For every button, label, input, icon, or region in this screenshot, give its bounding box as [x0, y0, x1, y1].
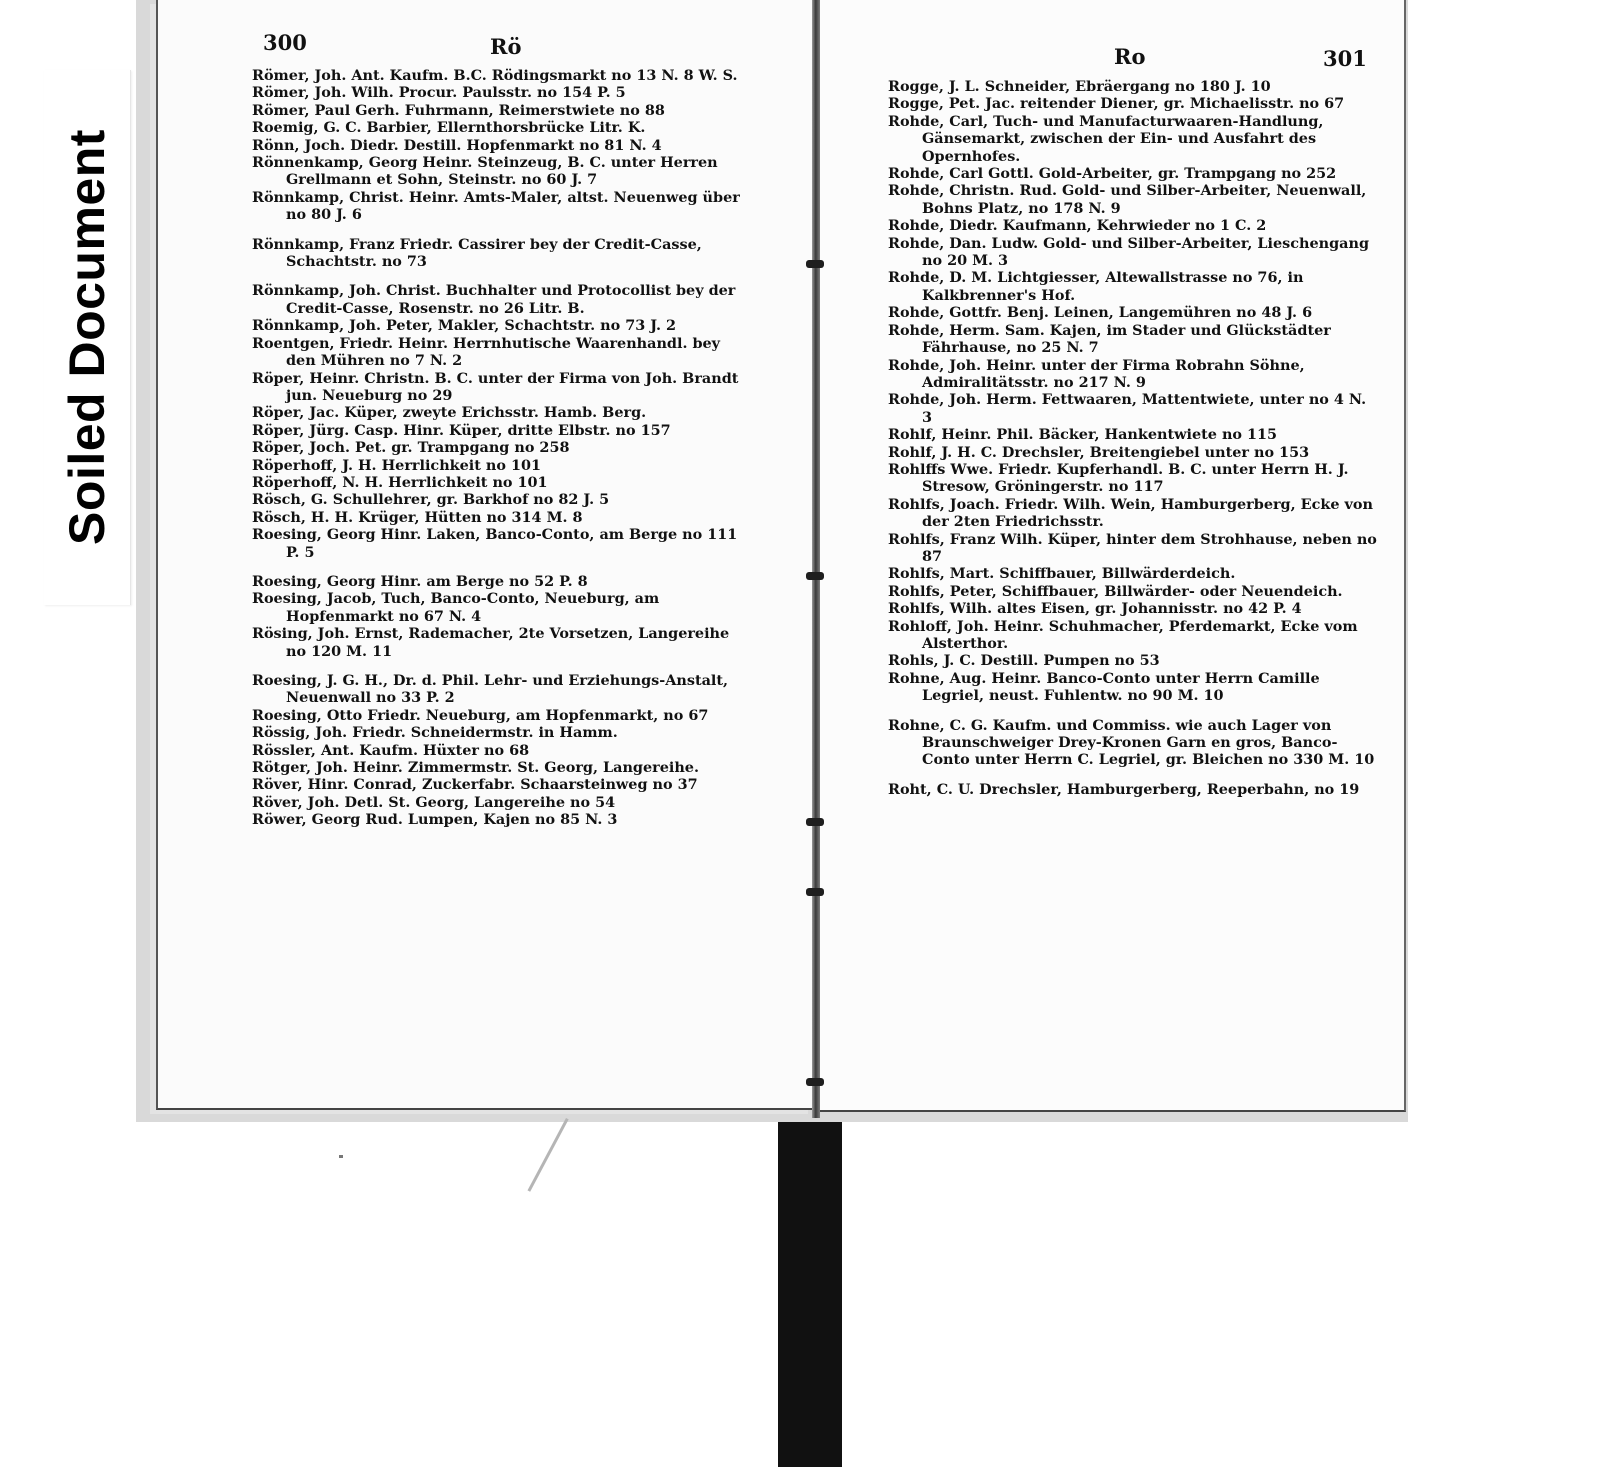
directory-entry: Rohne, Aug. Heinr. Banco-Conto unter Herrn Camille Legriel, neust. Fuhlentw. no 90 M. 10	[888, 669, 1320, 705]
directory-entry: Rohde, D. M. Lichtgiesser, Altewallstrasse no 76, in Kalkbrenner's Hof.	[888, 269, 1304, 304]
directory-entry: Rössler, Ant. Kaufm. Hüxter no 68	[252, 741, 530, 759]
right-page-number: 301	[1323, 46, 1367, 71]
directory-entry: Röperhoff, J. H. Herrlichkeit no 101	[252, 456, 542, 474]
directory-entry: Rösing, Joh. Ernst, Rademacher, 2te Vorsetzen, Langereihe no 120 M. 11	[252, 625, 730, 660]
directory-entry: Rohloff, Joh. Heinr. Schuhmacher, Pferdemarkt, Ecke vom Alsterthor.	[888, 617, 1358, 652]
directory-entry: Roemig, G. C. Barbier, Ellernthorsbrücke Litr. K.	[252, 119, 646, 137]
directory-entry: Röver, Hinr. Conrad, Zuckerfabr. Schaarsteinweg no 37	[252, 776, 698, 794]
directory-entry: Römer, Joh. Ant. Kaufm. B.C. Rödingsmarkt no 13 N. 8 W. S.	[252, 67, 738, 84]
directory-entry: Rönnkamp, Christ. Heinr. Amts-Maler, altst. Neuenweg über no 80 J. 6	[252, 188, 740, 224]
dust-speck	[339, 1155, 343, 1158]
directory-entry: Roentgen, Friedr. Heinr. Herrnhutische Waarenhandl. bey den Mühren no 7 N. 2	[252, 334, 721, 370]
right-running-head: Ro	[1114, 44, 1146, 69]
directory-entry: Rohlf, J. H. C. Drechsler, Breitengiebel unter no 153	[888, 443, 1310, 461]
directory-entry: Rohlfs, Wilh. altes Eisen, gr. Johannisstr. no 42 P. 4	[888, 600, 1302, 618]
directory-entry: Rogge, Pet. Jac. reitender Diener, gr. Michaelisstr. no 67	[888, 95, 1345, 113]
directory-entry: Rönnkamp, Joh. Peter, Makler, Schachtstr. no 73 J. 2	[252, 317, 677, 335]
directory-entry: Rohlf, Heinr. Phil. Bäcker, Hankentwiete no 115	[888, 426, 1278, 444]
left-entry-list	[252, 67, 744, 829]
binding-stitch	[806, 1078, 824, 1086]
directory-entry: Rohlffs Wwe. Friedr. Kupferhandl. B. C. unter Herrn H. J. Stresow, Gröningerstr. no 117	[888, 460, 1349, 496]
directory-entry: Rohde, Carl, Tuch- und Manufacturwaaren-Handlung, Gänsemarkt, zwischen der Ein- und Ausfahrt des Opernhofes.	[888, 112, 1324, 165]
soiled-document-stamp	[44, 70, 131, 605]
directory-entry: Roesing, Georg Hinr. Laken, Banco-Conto, am Berge no 111 P. 5	[252, 526, 738, 561]
left-running-head: Rö	[490, 34, 522, 59]
directory-entry: Rösch, H. H. Krüger, Hütten no 314 M. 8	[252, 508, 583, 526]
directory-entry: Roht, C. U. Drechsler, Hamburgerberg, Reeperbahn, no 19	[888, 780, 1360, 798]
directory-entry: Rogge, J. L. Schneider, Ebräergang no 180 J. 10	[888, 78, 1271, 95]
directory-entry: Roesing, Georg Hinr. am Berge no 52 P. 8	[252, 572, 588, 590]
directory-entry: Rössig, Joh. Friedr. Schneidermstr. in Hamm.	[252, 724, 618, 742]
directory-entry: Roesing, J. G. H., Dr. d. Phil. Lehr- und Erziehungs-Anstalt, Neuenwall no 33 P. 2	[252, 672, 729, 707]
directory-entry: Roesing, Otto Friedr. Neueburg, am Hopfenmarkt, no 67	[252, 706, 709, 724]
directory-entry: Rohlfs, Joach. Friedr. Wilh. Wein, Hamburgerberg, Ecke von der 2ten Friedrichsstr.	[888, 495, 1373, 531]
directory-entry: Rötger, Joh. Heinr. Zimmermstr. St. Georg, Langereihe.	[252, 759, 699, 777]
directory-entry: Römer, Joh. Wilh. Procur. Paulsstr. no 154 P. 5	[252, 84, 626, 102]
binding-stitch	[806, 260, 824, 268]
directory-entry: Rohls, J. C. Destill. Pumpen no 53	[888, 652, 1160, 670]
stamp-label: Soiled Document	[59, 129, 115, 545]
directory-entry: Rönnkamp, Joh. Christ. Buchhalter und Protocollist bey der Credit-Casse, Rosenstr. no 26 Litr. B.	[252, 282, 736, 317]
book-gutter	[812, 0, 820, 1118]
directory-entry: Rohne, C. G. Kaufm. und Commiss. wie auch Lager von Braunschweiger Drey-Kronen Garn en gros, Banco-Conto unter Herrn C. Legriel, gr. Bleichen no 330 M. 10	[888, 716, 1375, 769]
binding-stitch	[806, 818, 824, 826]
binding-stitch	[806, 888, 824, 896]
directory-entry: Rönnkamp, Franz Friedr. Cassirer bey der Credit-Casse, Schachtstr. no 73	[252, 235, 702, 271]
directory-entry: Röper, Jürg. Casp. Hinr. Küper, dritte Elbstr. no 157	[252, 421, 671, 439]
directory-entry: Röper, Heinr. Christn. B. C. unter der Firma von Joh. Brandt jun. Neueburg no 29	[252, 369, 739, 404]
left-page-number: 300	[263, 30, 307, 55]
directory-entry: Rohde, Dan. Ludw. Gold- und Silber-Arbeiter, Lieschengang no 20 M. 3	[888, 234, 1370, 270]
directory-entry: Rohde, Herm. Sam. Kajen, im Stader und Glückstädter Fährhause, no 25 N. 7	[888, 321, 1331, 357]
directory-entry: Römer, Paul Gerh. Fuhrmann, Reimerstwiete no 88	[252, 101, 665, 119]
directory-entry: Rösch, G. Schullehrer, gr. Barkhof no 82 J. 5	[252, 491, 610, 509]
directory-entry: Rönnenkamp, Georg Heinr. Steinzeug, B. C. unter Herren Grellmann et Sohn, Steinstr. no 60 J. 7	[252, 154, 718, 189]
directory-entry: Rohde, Joh. Herm. Fettwaaren, Mattentwiete, unter no 4 N. 3	[888, 391, 1367, 426]
binding-stitch	[806, 572, 824, 580]
directory-entry: Rohde, Gottfr. Benj. Leinen, Langemühren no 48 J. 6	[888, 304, 1313, 322]
directory-entry: Röver, Joh. Detl. St. Georg, Langereihe no 54	[252, 793, 616, 811]
directory-entry: Rönn, Joch. Diedr. Destill. Hopfenmarkt no 81 N. 4	[252, 136, 662, 154]
directory-entry: Roesing, Jacob, Tuch, Banco-Conto, Neueburg, am Hopfenmarkt no 67 N. 4	[252, 590, 660, 625]
directory-entry: Rohde, Diedr. Kaufmann, Kehrwieder no 1 C. 2	[888, 217, 1267, 235]
directory-entry: Rohlfs, Franz Wilh. Küper, hinter dem Strohhause, neben no 87	[888, 530, 1377, 565]
directory-entry: Röper, Joch. Pet. gr. Trampgang no 258	[252, 439, 570, 457]
directory-entry: Rohde, Christn. Rud. Gold- und Silber-Arbeiter, Neuenwall, Bohns Platz, no 178 N. 9	[888, 182, 1367, 217]
directory-entry: Rohlfs, Peter, Schiffbauer, Billwärder- oder Neuendeich.	[888, 582, 1343, 600]
directory-entry: Rohde, Carl Gottl. Gold-Arbeiter, gr. Trampgang no 252	[888, 165, 1337, 183]
directory-entry: Rohde, Joh. Heinr. unter der Firma Robrahn Söhne, Admiralitätsstr. no 217 N. 9	[888, 356, 1305, 391]
bookmark-ribbon	[778, 1122, 842, 1467]
directory-entry: Rohlfs, Mart. Schiffbauer, Billwärderdeich.	[888, 565, 1236, 583]
directory-entry: Röwer, Georg Rud. Lumpen, Kajen no 85 N. 3	[252, 811, 618, 829]
bookmark-string	[528, 1118, 569, 1192]
directory-entry: Röper, Jac. Küper, zweyte Erichsstr. Hamb. Berg.	[252, 404, 647, 422]
directory-entry: Röperhoff, N. H. Herrlichkeit no 101	[252, 473, 548, 491]
right-entry-list	[888, 78, 1378, 798]
